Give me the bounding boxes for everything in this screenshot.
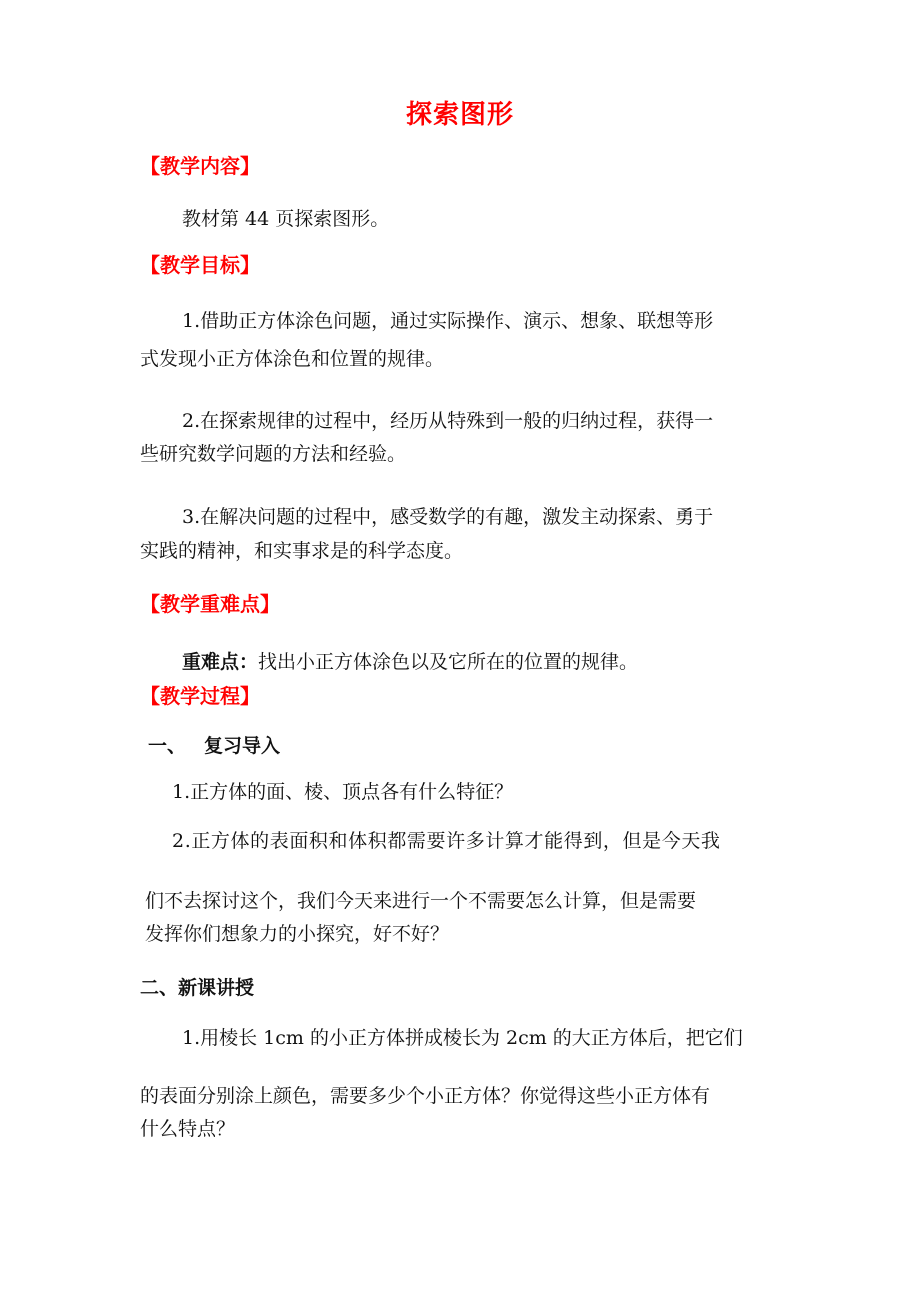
heading-key-points: 【教学重难点】 xyxy=(140,592,280,616)
goal-3-line-2: 实践的精神，和实事求是的科学态度。 xyxy=(140,540,464,562)
goal-2-line-1: 2.在探索规律的过程中，经历从特殊到一般的归纳过程，获得一 xyxy=(182,410,714,432)
heading-teaching-process: 【教学过程】 xyxy=(140,684,260,708)
teaching-content-text: 教材第 44 页探索图形。 xyxy=(182,208,390,230)
review-question-2-line-3: 发挥你们想象力的小探究，好不好？ xyxy=(145,923,450,945)
goal-2-line-2: 些研究数学问题的方法和经验。 xyxy=(140,443,407,465)
section-review-intro xyxy=(148,731,280,758)
goal-1-line-2: 式发现小正方体涂色和位置的规律。 xyxy=(140,348,445,370)
review-question-2-line-2: 们不去探讨这个，我们今天来进行一个不需要怎么计算，但是需要 xyxy=(145,890,697,912)
new-lesson-p1-line-3: 什么特点？ xyxy=(140,1118,236,1140)
section-number: 一、 xyxy=(148,735,187,757)
goal-3-line-1: 3.在解决问题的过程中，感受数学的有趣，激发主动探索、勇于 xyxy=(182,506,714,528)
heading-teaching-content: 【教学内容】 xyxy=(140,154,260,178)
new-lesson-p1-line-2: 的表面分别涂上颜色，需要多少个小正方体？你觉得这些小正方体有 xyxy=(140,1085,711,1107)
review-question-1: 1.正方体的面、棱、顶点各有什么特征？ xyxy=(172,781,514,803)
review-question-2-line-1: 2.正方体的表面积和体积都需要许多计算才能得到，但是今天我 xyxy=(172,830,721,852)
key-points-text: 找出小正方体涂色以及它所在的位置的规律。 xyxy=(258,651,639,673)
document-title: 探索图形 xyxy=(405,100,514,130)
goal-1-line-1: 1.借助正方体涂色问题，通过实际操作、演示、想象、联想等形 xyxy=(182,310,714,332)
key-points-line xyxy=(182,647,638,674)
section-title: 复习导入 xyxy=(204,735,281,757)
new-lesson-p1-line-1: 1.用棱长 1cm 的小正方体拼成棱长为 2cm 的大正方体后，把它们 xyxy=(182,1027,743,1049)
section-new-lesson: 二、新课讲授 xyxy=(140,977,255,999)
key-points-label: 重难点： xyxy=(182,651,259,673)
heading-teaching-goals: 【教学目标】 xyxy=(140,253,260,277)
